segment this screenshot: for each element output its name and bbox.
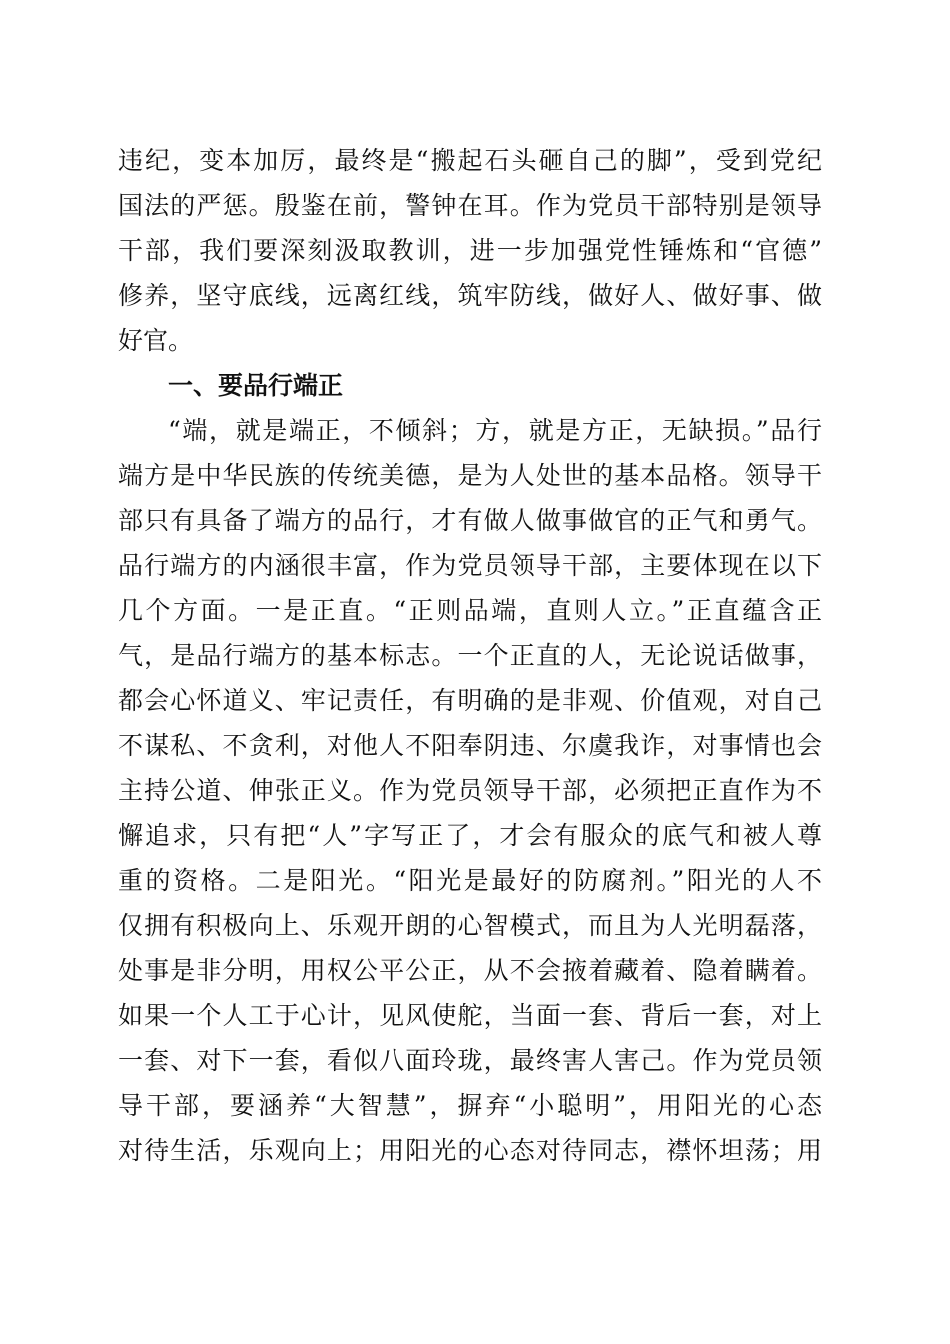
paragraph-line: 重的资格。二是阳光。“阳光是最好的防腐剂。”阳光的人不 — [118, 866, 822, 895]
paragraph-line: 好官。 — [118, 326, 194, 355]
paragraph-line: 国法的严惩。殷鉴在前，警钟在耳。作为党员干部特别是领导 — [118, 191, 822, 220]
paragraph-line: 气，是品行端方的基本标志。一个正直的人，无论说话做事， — [118, 641, 822, 670]
paragraph-line: 主持公道、伸张正义。作为党员领导干部，必须把正直作为不 — [118, 776, 822, 805]
paragraph-line: 违纪，变本加厉，最终是“搬起石头砸自己的脚”，受到党纪 — [118, 146, 822, 175]
paragraph-line: 懈追求，只有把“人”字写正了，才会有服众的底气和被人尊 — [118, 821, 822, 850]
paragraph-line: “端，就是端正，不倾斜；方，就是方正，无缺损。”品行 — [168, 416, 822, 445]
paragraph-line: 端方是中华民族的传统美德，是为人处世的基本品格。领导干 — [118, 461, 822, 490]
paragraph-line: 对待生活，乐观向上；用阳光的心态对待同志，襟怀坦荡；用 — [118, 1136, 822, 1165]
section-heading: 一、要品行端正 — [168, 371, 344, 400]
paragraph-line: 不谋私、不贪利，对他人不阳奉阴违、尔虞我诈，对事情也会 — [118, 731, 822, 760]
paragraph-line: 仅拥有积极向上、乐观开朗的心智模式，而且为人光明磊落， — [118, 911, 822, 940]
paragraph-line: 都会心怀道义、牢记责任，有明确的是非观、价值观，对自己 — [118, 686, 822, 715]
paragraph-line: 品行端方的内涵很丰富，作为党员领导干部，主要体现在以下 — [118, 551, 822, 580]
paragraph-line: 修养，坚守底线，远离红线，筑牢防线，做好人、做好事、做 — [118, 281, 822, 310]
paragraph-line: 处事是非分明，用权公平公正，从不会掖着藏着、隐着瞒着。 — [118, 956, 822, 985]
paragraph-line: 导干部，要涵养“大智慧”，摒弃“小聪明”，用阳光的心态 — [118, 1091, 822, 1120]
paragraph-line: 干部，我们要深刻汲取教训，进一步加强党性锤炼和“官德” — [118, 236, 822, 265]
paragraph-line: 部只有具备了端方的品行，才有做人做事做官的正气和勇气。 — [118, 506, 822, 535]
paragraph-line: 几个方面。一是正直。“正则品端，直则人立。”正直蕴含正 — [118, 596, 822, 625]
paragraph-line: 一套、对下一套，看似八面玲珑，最终害人害己。作为党员领 — [118, 1046, 822, 1075]
paragraph-line: 如果一个人工于心计，见风使舵，当面一套、背后一套，对上 — [118, 1001, 822, 1030]
